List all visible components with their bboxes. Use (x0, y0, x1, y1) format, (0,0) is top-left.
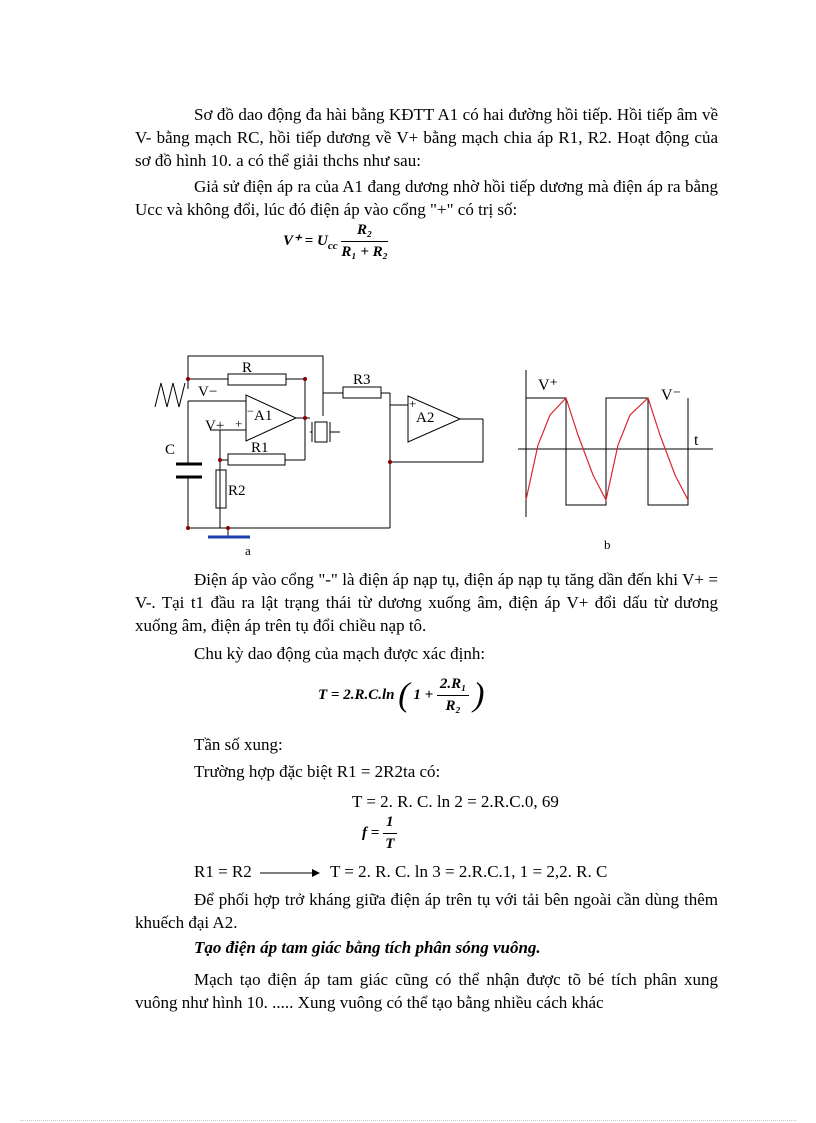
freq-denominator: T (385, 836, 395, 852)
equation-frequency (362, 814, 397, 853)
vplus-denominator: R₁ + R₂ (341, 244, 388, 260)
page-border (20, 1120, 796, 1121)
label-t: t (694, 432, 699, 449)
label-vminus: V− (198, 384, 218, 400)
paragraph-charging: Điện áp vào cổng "-" là điện áp nạp tụ, điện áp nạp tụ tăng dần đến khi V+ = V-. Tại t1 đầu ra lật trạng thái từ dương xuống âm, điện áp V+ đổi dấu từ dương xuống âm, điện áp trên tụ đổi chiều nạp tô. (135, 570, 718, 635)
vplus-numerator: R₂ (341, 222, 388, 242)
equation-vplus (283, 222, 388, 261)
resistor-r2 (216, 470, 226, 508)
period-numerator: 2.R₁ (437, 676, 469, 696)
vplus-lhs: V⁺ = U (283, 232, 328, 249)
paragraph-intro: Sơ đồ dao động đa hài bằng KĐTT A1 có hai đường hồi tiếp. Hồi tiếp âm về V- bằng mạch RC, hồi tiếp dương về V+ bằng mạch chia áp R1, R2. Hoạt động của sơ đồ hình 10. a có thể giải thchs như sau: (135, 105, 718, 170)
freq-fraction (383, 814, 397, 853)
label-c: C (165, 442, 176, 458)
label-a2: A2 (416, 410, 435, 426)
equation-ln2: T = 2. R. C. ln 2 = 2.R.C.0, 69 (352, 792, 559, 811)
resistor-r (228, 374, 286, 385)
equation-equal-resistors (194, 860, 607, 883)
paragraph-triangle: Mạch tạo điện áp tam giác cũng có thể nhận được tõ bé tích phân xung vuông như hình 10. ..... Xung vuông có thể tạo bằng nhiều cách khác (135, 970, 718, 1012)
period-open-paren: ( (398, 676, 410, 714)
resistor-r3 (343, 387, 381, 398)
label-a1-plus: + (235, 416, 243, 431)
label-r2: R2 (228, 483, 246, 499)
label-r: R (242, 360, 253, 376)
period-denominator: R₂ (445, 698, 461, 714)
equal-resistors-left: R1 = R2 (194, 862, 252, 881)
equal-resistors-right: T = 2. R. C. ln 3 = 2.R.C.1, 1 = 2,2. R. C (329, 862, 608, 881)
label-vminus-wave: V⁻ (661, 387, 681, 404)
figure-a-label: a (245, 543, 251, 558)
label-a1: A1 (254, 408, 273, 424)
label-vplus: V+ (205, 418, 225, 434)
label-vplus-wave: V⁺ (538, 377, 558, 394)
waveform-diagram (518, 365, 718, 555)
paragraph-special-case: Trường hợp đặc biệt R1 = 2R2ta có: (194, 762, 441, 781)
triangle-wave-icon (155, 383, 185, 407)
crystal-box (315, 422, 327, 442)
label-r1: R1 (251, 440, 269, 456)
circuit-diagram (150, 350, 500, 560)
paragraph-period-intro: Chu kỳ dao động của mạch được xác định: (194, 644, 486, 663)
period-lhs: T = 2.R.C.ln (318, 686, 395, 703)
paragraph-assumption: Giả sử điện áp ra của A1 đang dương nhờ hồi tiếp dương mà điện áp ra bằng Ucc và không đổi, lúc đó điện áp vào cổng "+" có trị số: (135, 177, 718, 219)
figure-b-label: b (604, 537, 611, 552)
period-fraction (437, 676, 469, 715)
equation-period (318, 676, 484, 715)
label-r3: R3 (353, 372, 371, 388)
arrow-right-icon (260, 867, 320, 879)
vplus-fraction (341, 222, 388, 261)
vplus-sub: cc (327, 239, 338, 252)
section-heading: Tạo điện áp tam giác bằng tích phân sóng vuông. (194, 938, 541, 957)
period-one: 1 + (413, 687, 434, 703)
freq-numerator: 1 (383, 814, 397, 834)
period-close-paren: ) (473, 676, 485, 714)
paragraph-frequency: Tần số xung: (194, 735, 283, 754)
label-a1-minus: − (247, 404, 254, 418)
paragraph-impedance: Để phối hợp trở kháng giữa điện áp trên tụ với tải bên ngoài cần dùng thêm khuếch đại A2. (135, 890, 718, 932)
freq-lhs: f = (362, 825, 380, 841)
label-a2-plus: + (409, 396, 417, 411)
